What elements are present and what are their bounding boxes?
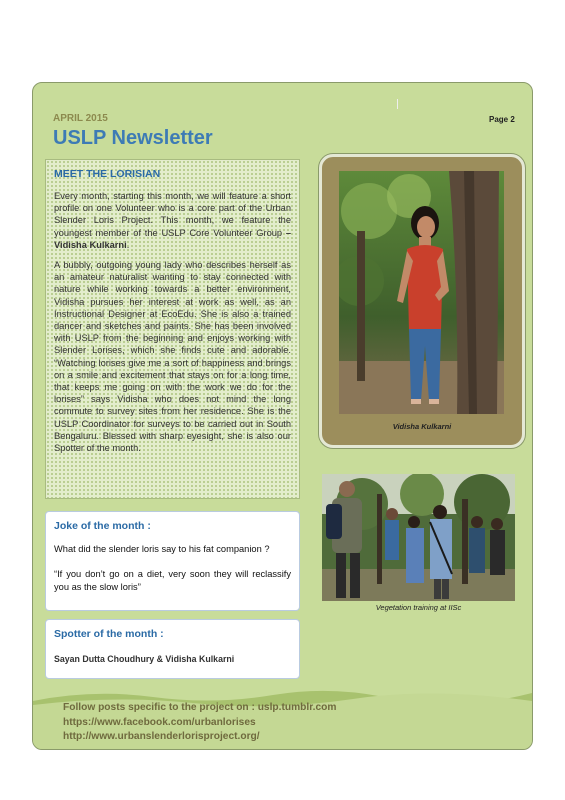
group-photo [322, 474, 515, 601]
issue-date: APRIL 2015 [53, 113, 108, 124]
group-photo-illustration [322, 474, 515, 601]
newsletter-title: USLP Newsletter [53, 127, 213, 149]
page-number: Page 2 [489, 115, 515, 124]
lorisian-heading: MEET THE LORISIAN [54, 168, 161, 180]
joke-of-the-month-box [45, 511, 300, 611]
portrait-caption: Vidisha Kulkarni [392, 422, 452, 431]
joke-question: What did the slender loris say to his fat companion ? [54, 544, 270, 554]
group-photo-caption: Vegetation training at IISc [375, 603, 462, 612]
lorisian-body: A bubbly, outgoing young lady who describes herself as an amateur naturalist wanting to stay connected with nature while working towards a better environment, Vidisha pursues her interest at work as well, as an Instructional Designer at EcoEdu. She is also a trained dancer and sketches and paints. She has been involved with USLP from the beginning and enjoys working with Slender Lorises, which she finds cute and adorable. “Watching lorises give me a sort of happiness and brings on a smile and excitement that stays on for a long time, that keeps me going on with the work we do for the lorises” says Vidisha who does not mind the long commute to survey sites from her residence. She is the USLP Coordinator for surveys to be carried out in South Bengaluru. Blessed with sharp eyesight, she is also our Spotter of the month. [54, 260, 291, 454]
joke-answer: “If you don’t go on a diet, very soon they will reclassify you as the slow loris” [54, 569, 291, 592]
lorisian-intro: Every month, starting this month, we will feature a short profile on one Volunteer who is a core part of the Urban Slender Loris Project. This month, we feature the youngest member of the USLP Core Volunteer Group [54, 191, 291, 238]
divider-tick [397, 99, 398, 109]
footer [33, 689, 532, 749]
spotter-heading: Spotter of the month : [54, 628, 164, 640]
spotter-of-the-month-box [45, 619, 300, 679]
lorisian-intro-paragraph [54, 190, 291, 251]
lorisian-intro-name: – Vidisha Kulkarni [54, 227, 291, 250]
newsletter-page [32, 82, 533, 750]
footer-links [63, 701, 336, 745]
lorisian-intro-end: . [126, 239, 130, 250]
footer-facebook-link[interactable]: https://www.facebook.com/urbanlorises [63, 716, 256, 728]
portrait-photo [339, 171, 504, 414]
spotter-names: Sayan Dutta Choudhury & Vidisha Kulkarni [54, 654, 235, 664]
footer-website-link[interactable]: http://www.urbanslenderlorisproject.org/ [63, 731, 260, 742]
footer-tumblr-link[interactable]: Follow posts specific to the project on : uslp.tumblr.com [63, 702, 337, 713]
portrait-photo-illustration [339, 171, 504, 414]
lorisian-text [54, 190, 291, 462]
portrait-frame [319, 154, 525, 448]
meet-the-lorisian-box [45, 159, 300, 499]
joke-heading: Joke of the month : [54, 520, 151, 532]
